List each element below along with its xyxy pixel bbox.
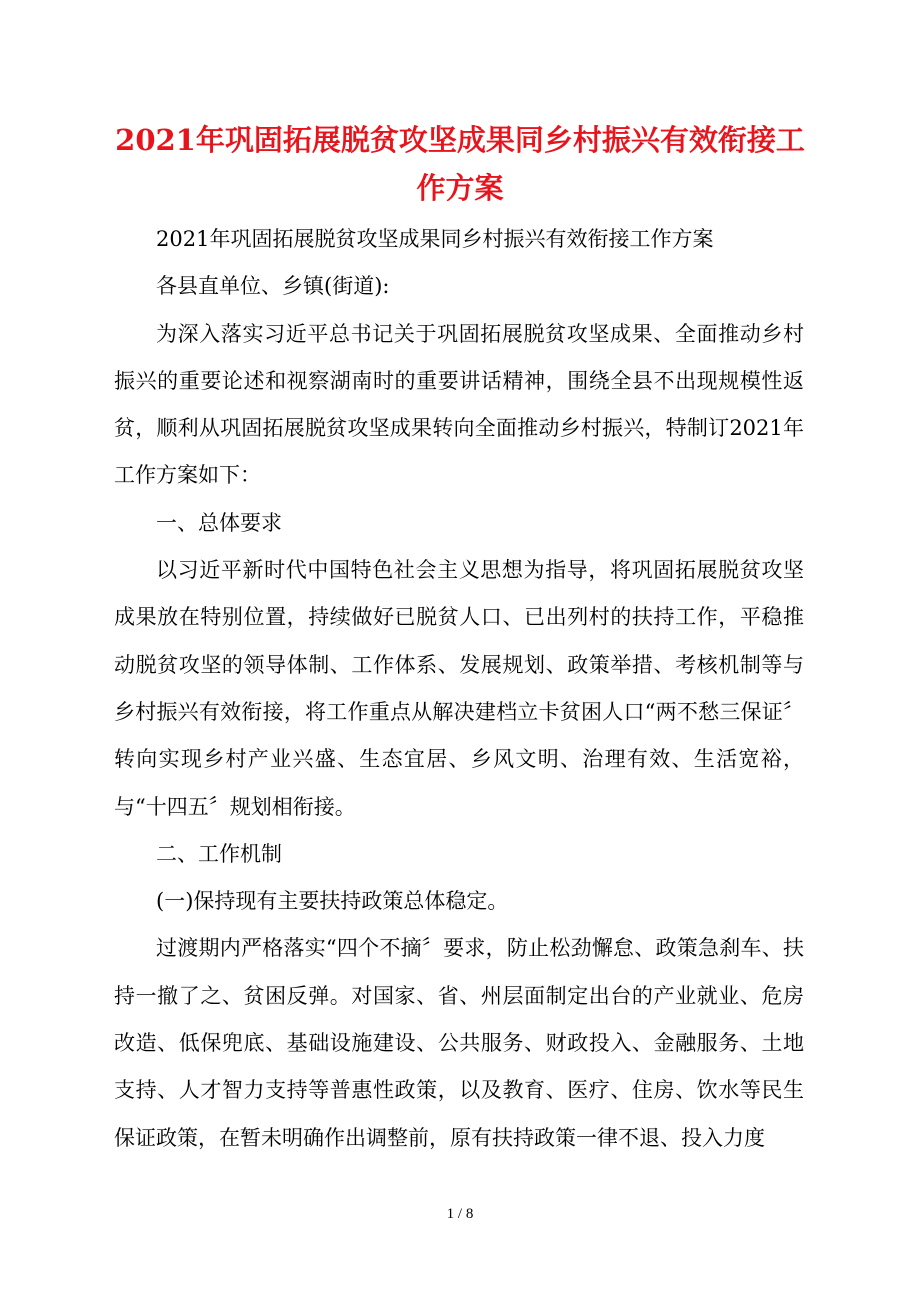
paragraph-intro: 为深入落实习近平总书记关于巩固拓展脱贫攻坚成果、全面推动乡村振兴的重要论述和视察湖南时的重要讲话精神，围绕全县不出现规模性返贫，顺利从巩固拓展脱贫攻坚成果转向全面推动乡村振兴，特制订2021年工作方案如下： [114,321,804,488]
document-title: 2021年巩固拓展脱贫攻坚成果同乡村振兴有效衔接工作方案 [115,123,805,205]
page-number: 1 / 8 [446,1206,474,1222]
heading-work-mechanism: 二、工作机制 [156,841,282,866]
heading-general-requirements: 一、总体要求 [156,510,282,535]
paragraph-general-requirements: 以习近平新时代中国特色社会主义思想为指导，将巩固拓展脱贫攻坚成果放在特别位置，持续做好已脱贫人口、已出列村的扶持工作，平稳推动脱贫攻坚的领导体制、工作体系、发展规划、政策举措、考核机制等与乡村振兴有效衔接，将工作重点从解决建档立卡贫困人口“两不愁三保证〞转向实现乡村产业兴盛、生态宜居、乡风文明、治理有效、生活宽裕，与“十四五〞规划相衔接。 [114,558,804,819]
paragraph-policy-stability: 过渡期内严格落实“四个不摘〞要求，防止松劲懈怠、政策急刹车、扶持一撤了之、贫困反弹。对国家、省、州层面制定出台的产业就业、危房改造、低保兜底、基础设施建设、公共服务、财政投入、金融服务、土地支持、人才智力支持等普惠性政策，以及教育、医疗、住房、饮水等民生保证政策，在暂未明确作出调整前，原有扶持政策一律不退、投入力度 [114,936,804,1150]
subheading-policy-stability: (一)保持现有主要扶持政策总体稳定。 [156,889,509,914]
paragraph-subtitle: 2021年巩固拓展脱贫攻坚成果同乡村振兴有效衔接工作方案 [156,227,714,251]
document-body [114,216,804,1162]
paragraph-recipients: 各县直单位、乡镇(街道): [156,274,390,299]
